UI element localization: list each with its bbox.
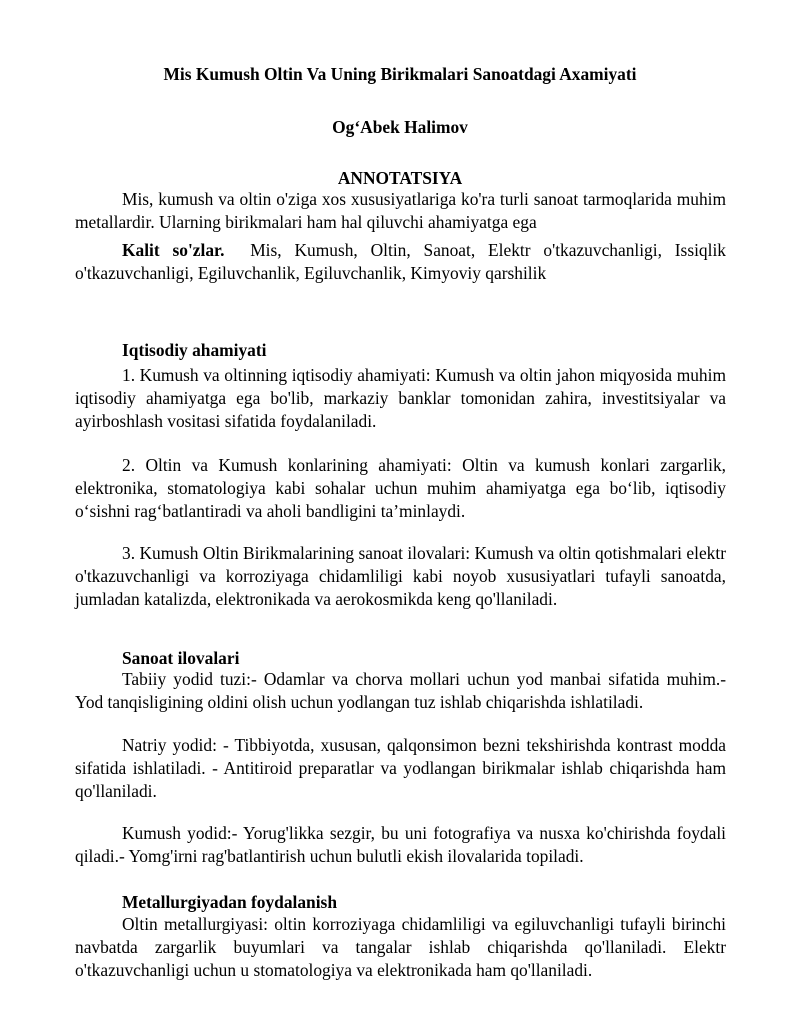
section-heading-sanoat: Sanoat ilovalari	[122, 648, 240, 668]
section-paragraph: 2. Oltin va Kumush konlarining ahamiyati: Oltin va kumush konlari zargarlik, elektronika, stomatologiya kabi sohalar uchun muhim ahamiyatga ega bo‘lib, iqtisodiy o‘sishni rag‘batlantiradi va aholi bandligini ta’minlaydi.	[75, 455, 726, 521]
annotation-text: Mis, kumush va oltin o'ziga xos xususiyatlariga ko'ra turli sanoat tarmoqlarida muhim metallardir. Ularning birikmalari ham hal qiluvchi ahamiyatga ega	[75, 189, 726, 232]
author-name: Og‘Abek Halimov	[332, 117, 468, 137]
annotation-heading: ANNOTATSIYA	[337, 168, 463, 188]
section-paragraph: 3. Kumush Oltin Birikmalarining sanoat ilovalari: Kumush va oltin qotishmalari elektr o'tkazuvchanligi va korroziyaga chidamliligi kabi noyob xususiyatlari tufayli sanoatda, jumladan katalizda, elektronikada va aerokosmikda keng qo'llaniladi.	[75, 543, 726, 609]
document-title: Mis Kumush Oltin Va Uning Birikmalari Sanoatdagi Axamiyati	[163, 64, 637, 84]
section-paragraph: 1. Kumush va oltinning iqtisodiy ahamiyati: Kumush va oltin jahon miqyosida muhim iqtisodiy ahamiyatga ega bo'lib, markaziy banklar tomonidan zahira, investitsiyalar va ayirboshlash vositasi sifatida foydalaniladi.	[75, 365, 726, 431]
section-heading-iqtisodiy: Iqtisodiy ahamiyati	[122, 340, 267, 360]
section-paragraph: Kumush yodid:- Yorug'likka sezgir, bu uni fotografiya va nusxa ko'chirishda foydali qiladi.- Yomg'irni rag'batlantirish uchun bulutli ekish ilovalarida topiladi.	[75, 823, 726, 866]
section-paragraph: Natriy yodid: - Tibbiyotda, xususan, qalqonsimon bezni tekshirishda kontrast modda sifatida ishlatiladi. - Antitiroid preparatlar va yodlangan birikmalar ishlab chiqarishda ham qo'llaniladi.	[75, 735, 726, 801]
section-paragraph: Oltin metallurgiyasi: oltin korroziyaga chidamliligi va egiluvchanligi tufayli birinchi navbatda zargarlik buyumlari va tangalar ishlab chiqarishda qo'llaniladi. Elektr o'tkazuvchanligi uchun u stomatologiya va elektronikada ham qo'llaniladi.	[75, 914, 726, 980]
keywords-text: Mis, Kumush, Oltin, Sanoat, Elektr o'tkazuvchanligi, Issiqlik o'tkazuvchanligi, Egiluvchanlik, Egiluvchanlik, Kimyoviy qarshilik	[75, 240, 726, 283]
keywords-paragraph	[75, 239, 726, 285]
section-paragraph: Tabiiy yodid tuzi:- Odamlar va chorva mollari uchun yod manbai sifatida muhim.- Yod tanqisligining oldini olish uchun yodlangan tuz ishlab chiqarishda ishlatiladi.	[75, 669, 726, 712]
section-heading-metallurgiya: Metallurgiyadan foydalanish	[122, 892, 337, 912]
keywords-label: Kalit so'zlar.	[122, 240, 225, 260]
